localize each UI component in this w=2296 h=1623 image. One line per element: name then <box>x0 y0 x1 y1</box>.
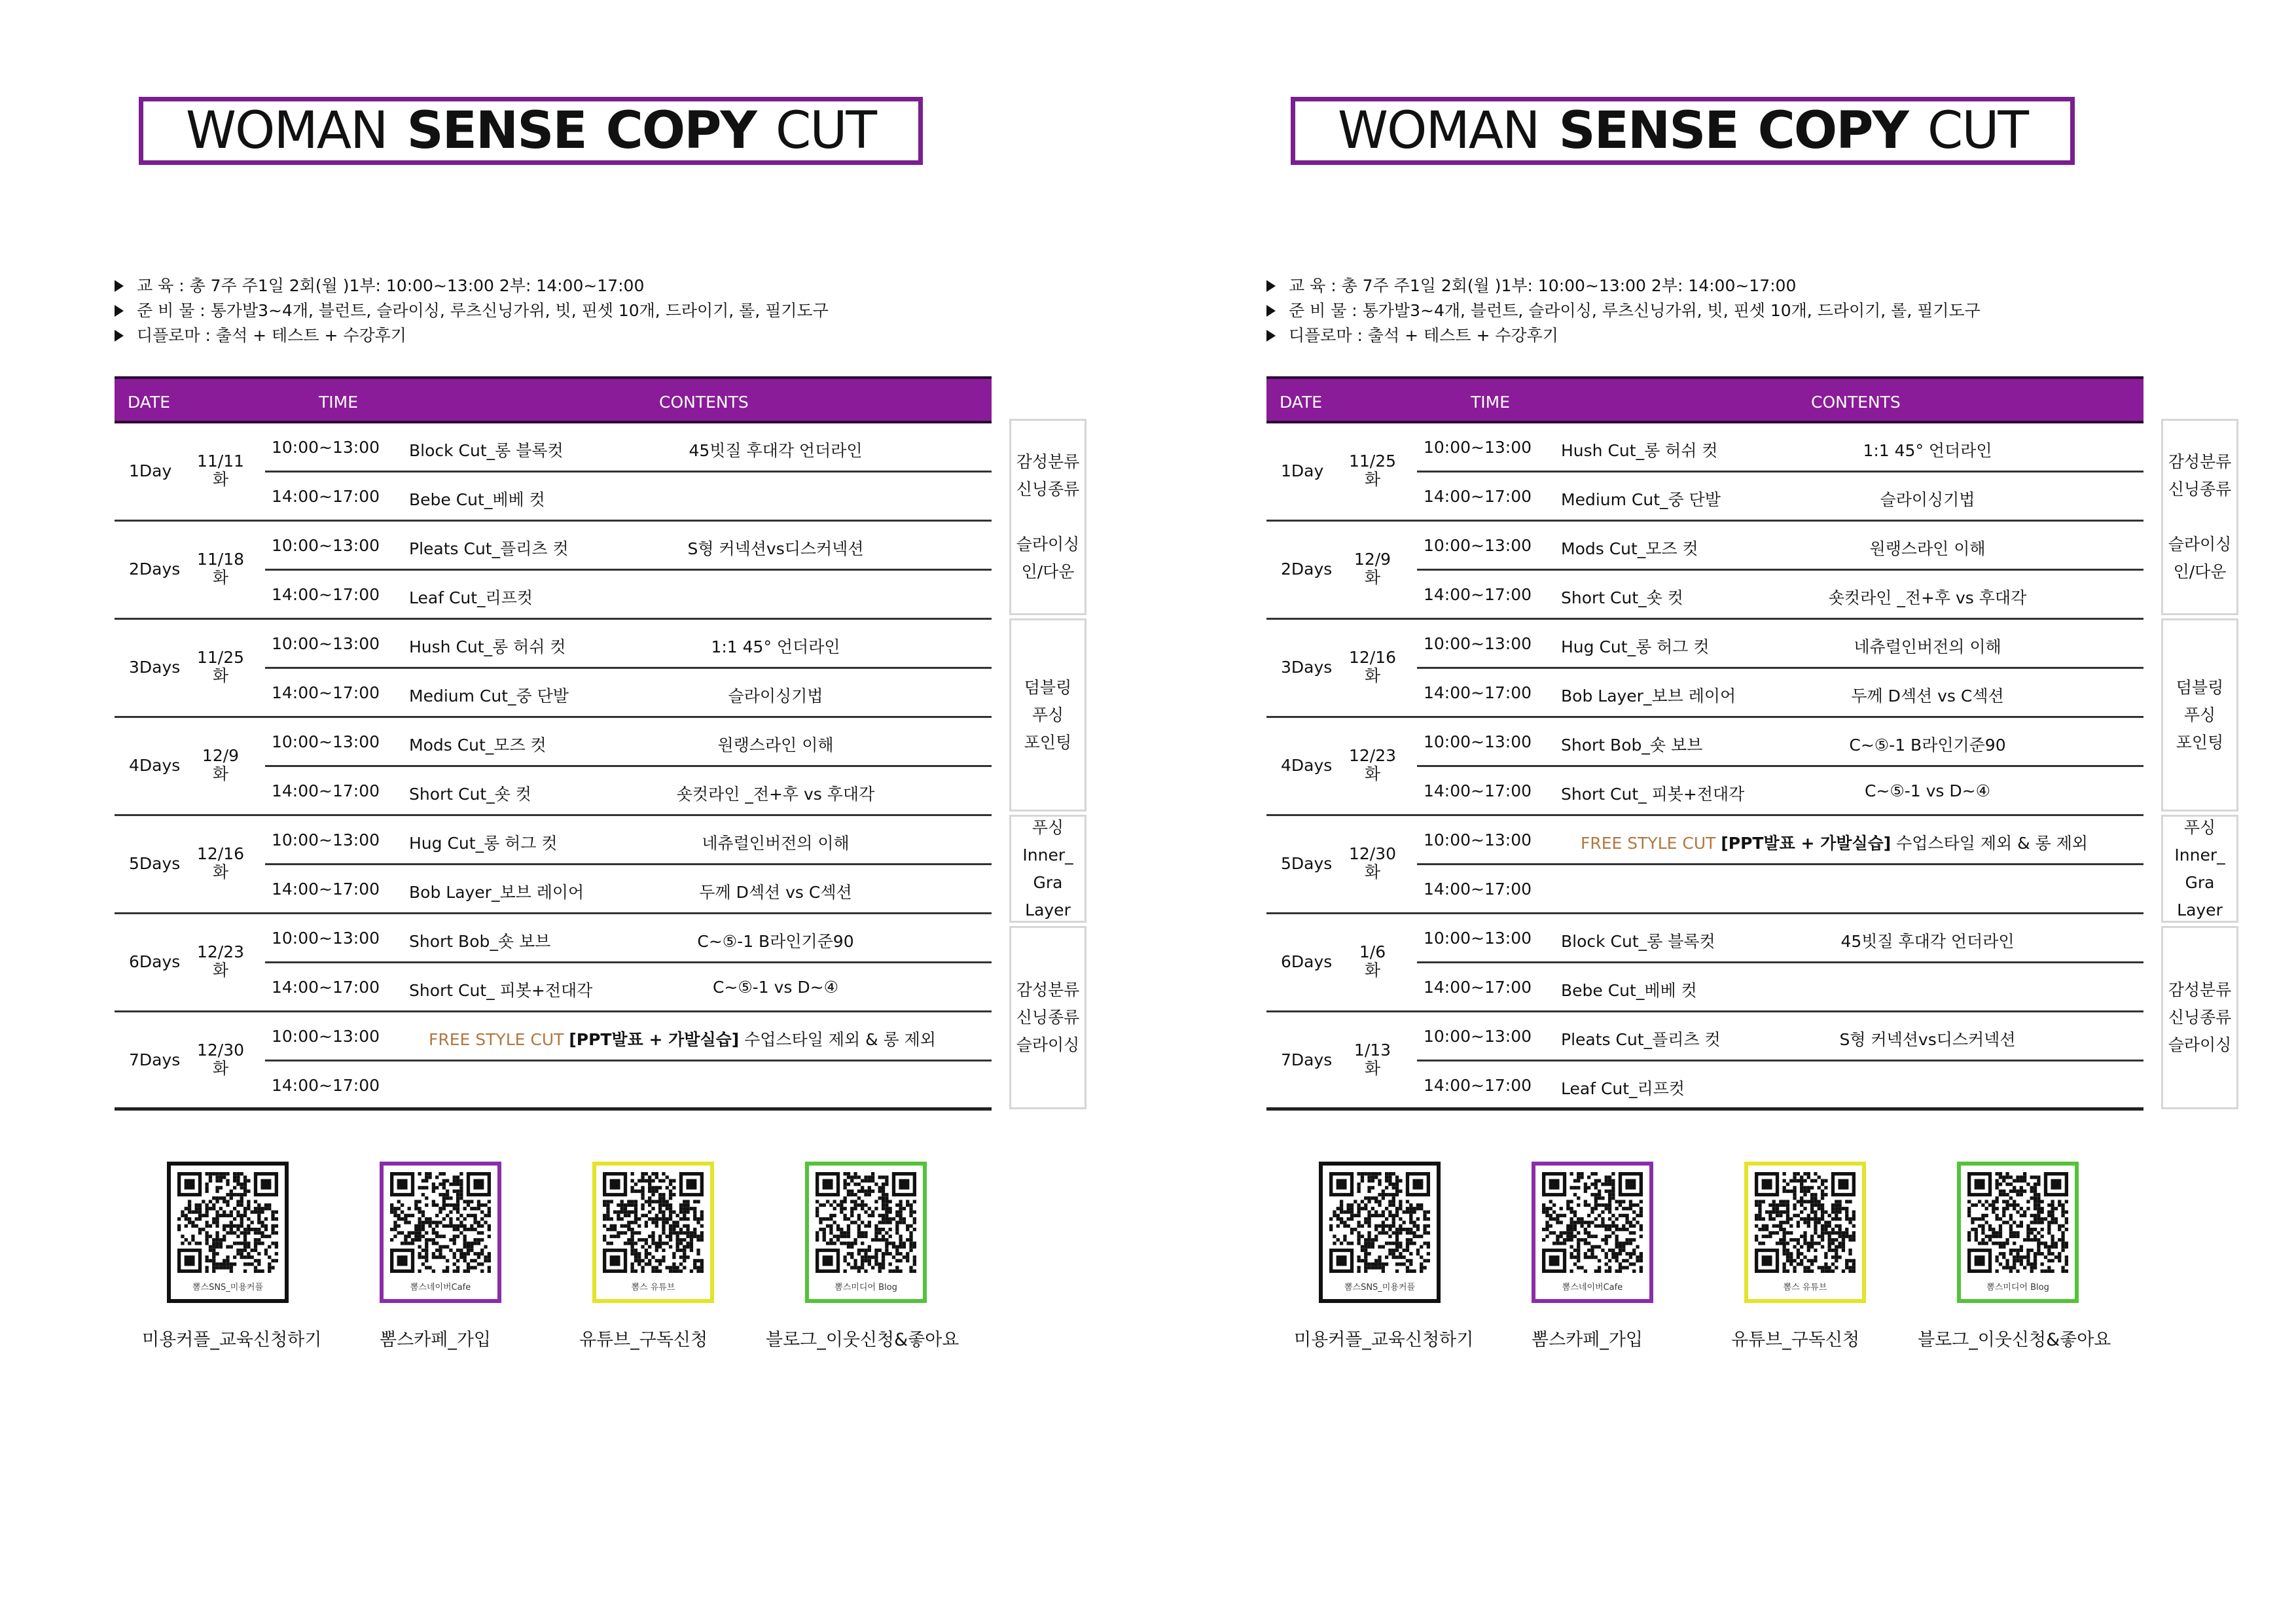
day-row <box>115 522 992 620</box>
cut-name: Short Cut_ 피봇+전대각 <box>1561 785 1745 804</box>
morning-slot <box>265 816 992 865</box>
title-copy: COPY <box>605 101 756 160</box>
slot-time: 14:00~17:00 <box>1424 585 1532 604</box>
day-date <box>188 943 253 980</box>
cut-name: Block Cut_롱 블록컷 <box>409 441 564 460</box>
day-label: 4Days <box>129 756 181 775</box>
slot-time: 10:00~13:00 <box>272 1027 380 1046</box>
cut-detail: 슬라이싱기법 <box>728 687 823 705</box>
day-row <box>115 718 992 816</box>
qr-code-icon[interactable] <box>1319 1162 1441 1303</box>
slot-time: 10:00~13:00 <box>1424 732 1532 751</box>
side-note-line: Gra <box>2185 872 2215 892</box>
qr-caption: 뽐스미디어 Blog <box>1986 1283 2049 1293</box>
cut-name: Bebe Cut_베베 컷 <box>409 490 545 509</box>
weekday-text: 화 <box>212 470 229 489</box>
free-style-text: FREE STYLE CUT <box>429 1030 564 1049</box>
right-sheet <box>1266 0 2296 1440</box>
qr-pattern <box>1329 1172 1430 1273</box>
slot-time: 10:00~13:00 <box>1424 1027 1532 1046</box>
header-time: TIME <box>1471 393 1511 412</box>
cut-detail: S형 커넥션vs디스커넥션 <box>687 539 864 558</box>
slot-time: 10:00~13:00 <box>272 830 380 849</box>
date-text: 1/13 <box>1354 1041 1391 1060</box>
weekday-text: 화 <box>1364 961 1381 980</box>
side-note-line: 푸싱 <box>2183 705 2216 724</box>
qr-block[interactable] <box>1918 1162 2111 1350</box>
day-row <box>1266 1012 2144 1111</box>
cut-name: Hush Cut_롱 허쉬 컷 <box>409 637 566 656</box>
qr-code-icon[interactable] <box>1532 1162 1653 1303</box>
day-label: 3Days <box>129 658 181 677</box>
cut-name: Mods Cut_모즈 컷 <box>1561 539 1698 558</box>
morning-slot <box>265 718 992 767</box>
morning-slot <box>1417 816 2144 865</box>
day-label: 6Days <box>129 952 181 971</box>
morning-slot <box>1417 718 2144 767</box>
qr-block[interactable] <box>1731 1162 1875 1350</box>
side-note-line: 감성분류 <box>1016 452 1080 471</box>
cut-detail: 1:1 45° 언더라인 <box>1863 441 1992 460</box>
cut-detail: 원랭스라인 이해 <box>1869 539 1986 558</box>
qr-code-icon[interactable] <box>1744 1162 1866 1303</box>
bullet-triangle-icon <box>1266 330 1276 342</box>
weekday-text: 화 <box>1364 568 1381 587</box>
schedule-table <box>1266 376 2144 1111</box>
weekday-text: 화 <box>212 1059 229 1078</box>
day-date <box>1340 845 1405 882</box>
cut-name: Bob Layer_보브 레이어 <box>409 883 584 902</box>
slot-time: 14:00~17:00 <box>272 683 380 702</box>
qr-caption: 뽐스SNS_미용커플 <box>192 1283 264 1293</box>
qr-label[interactable]: 유튜브_구독신청 <box>1731 1330 1860 1350</box>
side-note-line: 신닝종류 <box>1016 1008 1080 1027</box>
qr-caption: 뽐스미디어 Blog <box>834 1283 897 1293</box>
cut-name: Leaf Cut_리프컷 <box>1561 1079 1685 1098</box>
qr-code-icon[interactable] <box>167 1162 289 1303</box>
afternoon-slot <box>1417 865 2144 914</box>
qr-pattern <box>1542 1172 1643 1273</box>
qr-pattern <box>177 1172 278 1273</box>
slot-time: 14:00~17:00 <box>1424 683 1532 702</box>
day-label: 3Days <box>1281 658 1333 677</box>
day-date <box>188 1041 253 1078</box>
side-note-line: 슬라이싱 <box>2168 1035 2232 1054</box>
morning-slot <box>265 423 992 473</box>
course-title <box>1291 97 2075 165</box>
side-note-line: 슬라이싱 <box>1016 535 1080 554</box>
cut-detail: C~⑤-1 vs D~④ <box>712 978 839 997</box>
morning-slot <box>265 914 992 963</box>
side-note-line: 인/다운 <box>1021 562 1075 581</box>
morning-slot <box>265 1012 992 1061</box>
slot-time: 14:00~17:00 <box>1424 487 1532 506</box>
afternoon-slot <box>265 865 992 914</box>
morning-slot <box>265 620 992 669</box>
day-label: 6Days <box>1281 952 1333 971</box>
bullet-triangle-icon <box>115 305 124 317</box>
afternoon-slot <box>1417 963 2144 1012</box>
info-education: 교 육 : 총 7주 주1일 2회(월 )1부: 10:00~13:00 2부: 14:00~17:00 <box>115 274 829 298</box>
schedule-days <box>1266 423 2144 1111</box>
cut-detail: 숏컷라인 _전+후 vs 후대각 <box>676 785 875 804</box>
side-note-line: 푸싱 <box>1031 705 1064 724</box>
qr-caption: 뽐스 유튜브 <box>1783 1283 1827 1293</box>
slot-time: 14:00~17:00 <box>272 1076 380 1095</box>
slot-time: 10:00~13:00 <box>272 634 380 653</box>
afternoon-slot <box>265 571 992 620</box>
title-sense: SENSE <box>1558 101 1738 160</box>
side-note-line: 감성분류 <box>2168 980 2232 999</box>
cut-name: Pleats Cut_플리츠 컷 <box>1561 1030 1721 1049</box>
day-row <box>115 1012 992 1111</box>
weekday-text: 화 <box>212 666 229 685</box>
qr-label[interactable]: 뽐스카페_가입 <box>1532 1330 1643 1350</box>
afternoon-slot <box>265 963 992 1012</box>
afternoon-slot <box>265 473 992 522</box>
cut-name: Short Bob_숏 보브 <box>409 932 551 951</box>
weekday-text: 화 <box>1364 764 1381 783</box>
day-row <box>115 816 992 914</box>
side-note-line: Layer <box>2177 900 2223 919</box>
slot-time: 14:00~17:00 <box>272 880 380 899</box>
side-note-line: 감성분류 <box>1016 980 1080 999</box>
slot-time: 10:00~13:00 <box>272 732 380 751</box>
slot-time: 10:00~13:00 <box>1424 438 1532 457</box>
day-date <box>1340 452 1405 489</box>
side-note-line: 포인팅 <box>2176 732 2224 752</box>
date-text: 12/23 <box>196 942 245 961</box>
morning-slot <box>1417 522 2144 571</box>
cut-name: Pleats Cut_플리츠 컷 <box>409 539 569 558</box>
day-date <box>1340 550 1405 587</box>
free-style-line <box>1581 830 2088 854</box>
course-title <box>139 97 923 165</box>
day-row <box>115 620 992 718</box>
slot-time: 14:00~17:00 <box>1424 978 1532 997</box>
day-row <box>115 914 992 1012</box>
day-row <box>1266 423 2144 522</box>
weekday-text: 화 <box>1364 1059 1381 1078</box>
side-note-line <box>2163 503 2236 531</box>
cut-name: Hug Cut_롱 허그 컷 <box>409 834 558 853</box>
bullet-triangle-icon <box>115 330 124 342</box>
cut-detail: C~⑤-1 B라인기준90 <box>697 932 854 951</box>
cut-detail: 45빗질 후대각 언더라인 <box>1840 932 2015 951</box>
day-date <box>188 452 253 489</box>
bullet-triangle-icon <box>115 280 124 292</box>
cut-detail: C~⑤-1 B라인기준90 <box>1849 736 2006 755</box>
side-note-box <box>2161 618 2238 812</box>
schedule-days <box>115 423 992 1111</box>
cut-detail: 네츄럴인버전의 이해 <box>702 834 850 853</box>
morning-slot <box>1417 914 2144 963</box>
left-sheet <box>115 0 1214 1440</box>
date-text: 11/11 <box>196 452 245 471</box>
slot-time: 10:00~13:00 <box>272 438 380 457</box>
side-note-box <box>1009 926 1086 1109</box>
slot-time: 14:00~17:00 <box>272 487 380 506</box>
side-note-line: Layer <box>1025 900 1071 919</box>
qr-caption: 뽐스네이버Cafe <box>1562 1283 1623 1293</box>
side-note-line: Inner_ <box>1022 845 1073 865</box>
weekday-text: 화 <box>1364 470 1381 489</box>
side-note-line: 신닝종류 <box>2168 480 2232 499</box>
cut-name: Bebe Cut_베베 컷 <box>1561 981 1697 1000</box>
date-text: 12/30 <box>196 1041 245 1060</box>
side-note-line: 감성분류 <box>2168 452 2232 471</box>
afternoon-slot <box>1417 767 2144 816</box>
date-text: 12/9 <box>202 746 240 765</box>
qr-pattern <box>390 1172 491 1273</box>
cut-detail: 원랭스라인 이해 <box>717 736 834 755</box>
cut-name: Short Cut_ 피봇+전대각 <box>409 981 593 1000</box>
cut-detail: S형 커넥션vs디스커넥션 <box>1839 1030 2016 1049</box>
date-text: 12/16 <box>196 844 245 863</box>
day-date <box>188 550 253 587</box>
qr-pattern <box>816 1172 916 1273</box>
morning-slot <box>1417 620 2144 669</box>
qr-pattern <box>1967 1172 2068 1273</box>
day-row <box>1266 914 2144 1012</box>
side-note-line: Gra <box>1033 872 1063 892</box>
cut-detail: 1:1 45° 언더라인 <box>711 637 840 656</box>
qr-caption: 뽐스SNS_미용커플 <box>1344 1283 1416 1293</box>
weekday-text: 화 <box>212 568 229 587</box>
weekday-text: 화 <box>212 764 229 783</box>
morning-slot <box>1417 423 2144 473</box>
qr-block[interactable] <box>579 1162 723 1350</box>
side-note-box <box>1009 815 1086 923</box>
side-note-box <box>2161 815 2238 923</box>
weekday-text: 화 <box>212 961 229 980</box>
title-woman: WOMAN <box>185 101 387 160</box>
info-diploma: 디플로마 : 출석 + 테스트 + 수강후기 <box>1266 323 1981 348</box>
day-date <box>1340 649 1405 685</box>
free-style-rest: 수업스타일 제외 & 롱 제외 <box>1896 834 2088 853</box>
afternoon-slot <box>1417 571 2144 620</box>
weekday-text: 화 <box>212 863 229 882</box>
qr-caption: 뽐스 유튜브 <box>631 1283 675 1293</box>
header-date: DATE <box>128 393 171 412</box>
title-cut: CUT <box>1927 101 2028 160</box>
header-contents: CONTENTS <box>1811 393 1901 412</box>
qr-label[interactable]: 블로그_이웃신청&좋아요 <box>766 1330 960 1350</box>
qr-code-icon[interactable] <box>805 1162 927 1303</box>
cut-name: Mods Cut_모즈 컷 <box>409 736 547 755</box>
qr-pattern <box>603 1172 704 1273</box>
ppt-text: [PPT발표 + 가발실습] <box>1721 834 1892 853</box>
afternoon-slot <box>1417 473 2144 522</box>
day-label: 5Days <box>129 854 181 873</box>
day-row <box>1266 816 2144 914</box>
cut-name: Bob Layer_보브 레이어 <box>1561 687 1736 705</box>
cut-name: Leaf Cut_리프컷 <box>409 588 533 607</box>
cut-detail: 숏컷라인 _전+후 vs 후대각 <box>1828 588 2027 607</box>
afternoon-slot <box>1417 669 2144 718</box>
cut-name: Hush Cut_롱 허쉬 컷 <box>1561 441 1718 460</box>
day-label: 7Days <box>1281 1050 1333 1069</box>
cut-name: Short Cut_숏 컷 <box>409 785 531 804</box>
cut-name: Medium Cut_중 단발 <box>1561 490 1721 509</box>
slot-time: 10:00~13:00 <box>1424 536 1532 555</box>
header-time: TIME <box>319 393 359 412</box>
side-note-line: 덤블링 <box>2176 677 2224 697</box>
side-note-box <box>1009 618 1086 812</box>
header-contents: CONTENTS <box>659 393 749 412</box>
bullet-triangle-icon <box>1266 305 1276 317</box>
qr-label[interactable]: 뽐스카페_가입 <box>380 1330 491 1350</box>
ppt-text: [PPT발표 + 가발실습] <box>569 1030 740 1049</box>
day-label: 1Day <box>129 461 172 480</box>
course-info <box>115 274 829 348</box>
header-date: DATE <box>1280 393 1323 412</box>
qr-block[interactable] <box>1294 1162 1474 1350</box>
day-row <box>1266 522 2144 620</box>
cut-detail: 두께 D섹션 vs C섹션 <box>1851 687 2004 705</box>
weekday-text: 화 <box>1364 666 1381 685</box>
cut-detail: 슬라이싱기법 <box>1880 490 1975 509</box>
free-style-text: FREE STYLE CUT <box>1581 834 1716 853</box>
side-note-box <box>1009 419 1086 615</box>
title-sense: SENSE <box>406 101 586 160</box>
weekday-text: 화 <box>1364 863 1381 882</box>
course-info <box>1266 274 1981 348</box>
date-text: 12/30 <box>1348 844 1397 863</box>
side-note-line: 포인팅 <box>1024 732 1072 752</box>
morning-slot <box>1417 1012 2144 1061</box>
day-row <box>1266 620 2144 718</box>
afternoon-slot <box>265 1061 992 1111</box>
qr-code-icon[interactable] <box>1957 1162 2079 1303</box>
title-copy: COPY <box>1757 101 1908 160</box>
info-materials: 준 비 물 : 통가발3~4개, 블런트, 슬라이싱, 루츠신닝가위, 빗, 핀셋 10개, 드라이기, 롤, 필기도구 <box>1266 298 1981 323</box>
slot-time: 14:00~17:00 <box>272 781 380 800</box>
day-row <box>115 423 992 522</box>
info-education: 교 육 : 총 7주 주1일 2회(월 )1부: 10:00~13:00 2부: 14:00~17:00 <box>1266 274 1981 298</box>
slot-time: 10:00~13:00 <box>272 536 380 555</box>
side-note-line <box>1011 503 1085 531</box>
cut-detail: 네츄럴인버전의 이해 <box>1854 637 2001 656</box>
cut-detail: 두께 D섹션 vs C섹션 <box>699 883 852 902</box>
side-note-line: 슬라이싱 <box>1016 1035 1080 1054</box>
slot-time: 14:00~17:00 <box>1424 880 1532 899</box>
qr-caption: 뽐스네이버Cafe <box>410 1283 471 1293</box>
side-note-line: 슬라이싱 <box>2168 535 2232 554</box>
info-materials: 준 비 물 : 통가발3~4개, 블런트, 슬라이싱, 루츠신닝가위, 빗, 핀셋 10개, 드라이기, 롤, 필기도구 <box>115 298 829 323</box>
qr-label[interactable]: 블로그_이웃신청&좋아요 <box>1918 1330 2111 1350</box>
qr-block[interactable] <box>142 1162 322 1350</box>
slot-time: 10:00~13:00 <box>1424 830 1532 849</box>
slot-time: 10:00~13:00 <box>1424 929 1532 948</box>
side-note-line: Inner_ <box>2174 845 2225 865</box>
side-note-box <box>2161 419 2238 615</box>
cut-detail: 45빗질 후대각 언더라인 <box>689 441 863 460</box>
schedule-header <box>1266 376 2144 423</box>
day-date <box>1340 747 1405 783</box>
qr-label[interactable]: 미용커플_교육신청하기 <box>142 1330 322 1350</box>
schedule-header <box>115 376 992 423</box>
qr-pattern <box>1755 1172 1856 1273</box>
title-cut: CUT <box>775 101 876 160</box>
side-note-box <box>2161 926 2238 1109</box>
date-text: 12/16 <box>1348 648 1397 667</box>
slot-time: 10:00~13:00 <box>1424 634 1532 653</box>
day-date <box>1340 943 1405 980</box>
qr-block[interactable] <box>766 1162 960 1350</box>
slot-time: 14:00~17:00 <box>272 978 380 997</box>
qr-label[interactable]: 미용커플_교육신청하기 <box>1294 1330 1474 1350</box>
side-note-line: 인/다운 <box>2173 562 2227 581</box>
slot-time: 14:00~17:00 <box>272 585 380 604</box>
date-text: 12/9 <box>1354 550 1391 569</box>
cut-name: Medium Cut_중 단발 <box>409 687 569 705</box>
afternoon-slot <box>1417 1061 2144 1111</box>
side-note-line: 신닝종류 <box>1016 480 1080 499</box>
side-note-line: 푸싱 <box>2183 817 2216 837</box>
cut-name: Hug Cut_롱 허그 컷 <box>1561 637 1710 656</box>
day-label: 1Day <box>1281 461 1324 480</box>
qr-block[interactable] <box>1532 1162 1662 1350</box>
day-row <box>1266 718 2144 816</box>
title-woman: WOMAN <box>1337 101 1539 160</box>
free-style-line <box>429 1027 936 1050</box>
info-diploma: 디플로마 : 출석 + 테스트 + 수강후기 <box>115 323 829 348</box>
day-label: 2Days <box>129 560 181 579</box>
side-note-line: 푸싱 <box>1031 817 1064 837</box>
date-text: 11/25 <box>196 648 245 667</box>
cut-name: Short Bob_숏 보브 <box>1561 736 1703 755</box>
schedule-table <box>115 376 992 1111</box>
morning-slot <box>265 522 992 571</box>
day-date <box>188 845 253 882</box>
slot-time: 14:00~17:00 <box>1424 1076 1532 1095</box>
qr-block[interactable] <box>380 1162 511 1350</box>
cut-name: Short Cut_숏 컷 <box>1561 588 1683 607</box>
bullet-triangle-icon <box>1266 280 1276 292</box>
date-text: 1/6 <box>1359 942 1386 961</box>
side-note-line: 신닝종류 <box>2168 1008 2232 1027</box>
day-date <box>1340 1041 1405 1078</box>
qr-label[interactable]: 유튜브_구독신청 <box>579 1330 708 1350</box>
day-label: 2Days <box>1281 560 1333 579</box>
slot-time: 10:00~13:00 <box>272 929 380 948</box>
afternoon-slot <box>265 669 992 718</box>
slot-time: 14:00~17:00 <box>1424 781 1532 800</box>
cut-name: Block Cut_롱 블록컷 <box>1561 932 1715 951</box>
day-date <box>188 747 253 783</box>
afternoon-slot <box>265 767 992 816</box>
day-date <box>188 649 253 685</box>
qr-code-icon[interactable] <box>380 1162 501 1303</box>
cut-detail: C~⑤-1 vs D~④ <box>1864 781 1991 800</box>
free-style-rest: 수업스타일 제외 & 롱 제외 <box>744 1030 936 1049</box>
day-label: 5Days <box>1281 854 1333 873</box>
date-text: 12/23 <box>1348 746 1397 765</box>
qr-code-icon[interactable] <box>592 1162 714 1303</box>
side-note-line: 덤블링 <box>1024 677 1072 697</box>
day-label: 7Days <box>129 1050 181 1069</box>
date-text: 11/18 <box>196 550 245 569</box>
day-label: 4Days <box>1281 756 1333 775</box>
date-text: 11/25 <box>1348 452 1397 471</box>
